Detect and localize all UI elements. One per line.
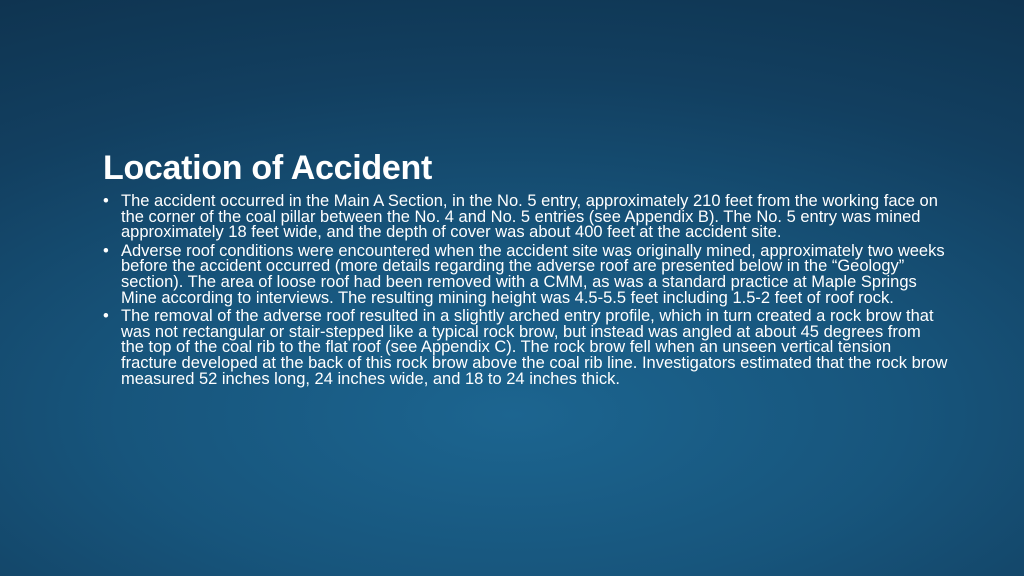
bullet-list: [103, 194, 948, 390]
bullet-dot-icon: •: [103, 241, 109, 260]
bullet-text: The accident occurred in the Main A Section, in the No. 5 entry, approximately 210 feet from the working face on the corner of the coal pillar between the No. 4 and No. 5 entries (see Appendix B). The No. 5 entry was mined approximately 18 feet wide, and the depth of cover was about 400 feet at the accident site.: [121, 192, 938, 242]
bullet-text: Adverse roof conditions were encountered when the accident site was originally mined, approximately two weeks before the accident occurred (more details regarding the adverse roof are presented below in the “Geology” section). The area of loose roof had been removed with a CMM, as was a standard practice at Maple Springs Mine according to interviews. The resulting mining height was 4.5-5.5 feet including 1.5-2 feet of roof rock.: [121, 241, 945, 307]
bullet-item: [103, 241, 948, 307]
slide-title: Location of Accident: [103, 149, 432, 187]
bullet-item: [103, 309, 948, 387]
bullet-dot-icon: •: [103, 307, 109, 326]
bullet-dot-icon: •: [103, 192, 109, 210]
bullet-text: The removal of the adverse roof resulted in a slightly arched entry profile, which in turn created a rock brow that was not rectangular or stair-stepped like a typical rock brow, but instead was angled at about 45 degrees from the top of the coal rib to the flat roof (see Appendix C). The rock brow fell when an unseen vertical tension fracture developed at the back of this rock brow above the coal rib line. Investigators estimated that the rock brow measured 52 inches long, 24 inches wide, and 18 to 24 inches thick.: [121, 307, 948, 388]
bullet-item: [103, 194, 948, 241]
